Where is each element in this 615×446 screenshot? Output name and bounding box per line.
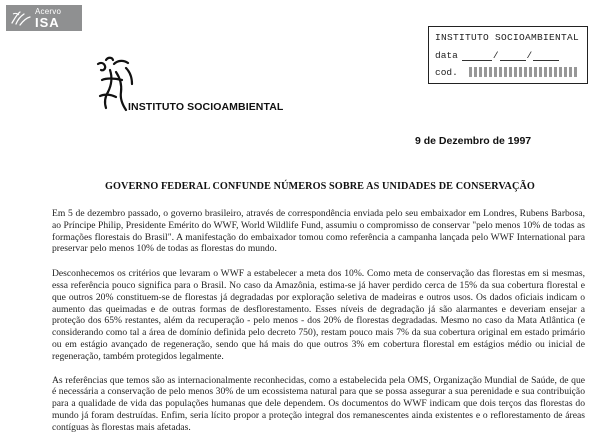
stamp-date-row: [435, 50, 559, 61]
institute-name: INSTITUTO SOCIOAMBIENTAL: [128, 101, 284, 113]
stamp-code-smudge: [469, 67, 579, 77]
stamp-code-row: [435, 67, 458, 78]
acervo-isa-badge: [6, 5, 82, 31]
archive-stamp: [428, 26, 588, 84]
document-body: [52, 208, 585, 446]
document-title: GOVERNO FEDERAL CONFUNDE NÚMEROS SOBRE AS UNIDADES DE CONSERVAÇÃO: [105, 181, 535, 192]
stamp-date-slash: /: [492, 50, 499, 61]
document-date: 9 de Dezembro de 1997: [415, 135, 532, 147]
stamp-code-label: cod.: [435, 67, 458, 78]
acervo-word: Acervo: [35, 6, 62, 16]
stamp-date-blank-month: [500, 50, 526, 61]
acervo-isa-word: ISA: [35, 14, 60, 30]
body-paragraph: Desconhecemos os critérios que levaram o WWF a estabelecer a meta dos 10%. Como meta de conservação das florestas em si mesmas, essa referência pouco significa para o Brasil. No caso da Amazônia, estima-se já haver perdido cerca de 15% da sua cobertura florestal e que outros 20% constituem-se de florestas já degradadas por exploração seletiva de madeiras e outros usos. Os dados oficiais indicam o aumento das queimadas e de outras formas de desflorestamento. Esses níveis de degradação já são alarmantes e deveriam ensejar a proteção dos 65% restantes, além da recuperação - pelo menos - dos 20% de florestas degradadas. Mesmo no caso da Mata Atlântica (e considerando como tal a área de domínio definida pelo decreto 750), restam pouco mais 7% da sua cobertura original em estado primário ou em estágio avançado de regeneração, sendo que há mais do que outros 3% em cobertura florestal em estágios médio ou inicial de regeneração, também protegidos legalmente.: [52, 268, 585, 362]
acervo-text: [35, 8, 61, 29]
body-paragraph: Em 5 de dezembro passado, o governo brasileiro, através de correspondência enviada pelo seu embaixador em Londres, Rubens Barbosa, ao Príncipe Philip, Presidente Emérito do WWF, World Wildlife Fund, assumiu o compromisso de conservar "pelo menos 10% de todas as formações florestais do Brasil". A manifestação do embaixador tomou como referência a campanha lançada pelo WWF International para preservar pelo menos 10% de todas as florestas do mundo.: [52, 208, 585, 255]
stamp-date-label: data: [435, 50, 458, 61]
stamp-date-blank-year: [533, 50, 559, 61]
stamp-date-blank-day: [462, 50, 492, 61]
body-paragraph: As referências que temos são as internacionalmente reconhecidas, como a estabelecida pela OMS, Organização Mundial de Saúde, de que é necessária a conservação de pelo menos 30% de um ecossistema natural para que se possa assegurar a sua perenidade e sua contribuição para a qualidade de vida das populações humanas que dele dependem. Os documentos do WWF indicam que dois terços das florestas do mundo já foram destruídas. Enfim, seria lícito propor a proteção integral dos remanescentes ainda existentes e o reflorestamento de áreas contíguas às florestas mais afetadas.: [52, 374, 585, 433]
stamp-date-slash: /: [526, 50, 533, 61]
acervo-logo-icon: [10, 8, 32, 28]
stamp-title: INSTITUTO SOCIOAMBIENTAL: [435, 32, 580, 43]
